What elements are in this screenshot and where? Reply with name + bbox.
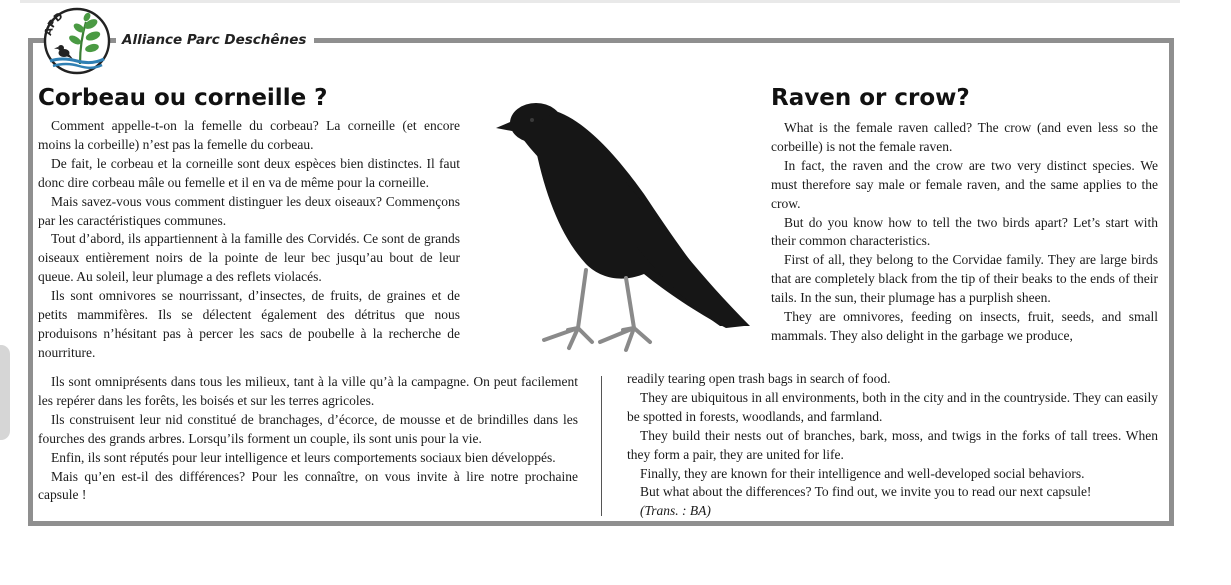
english-paragraph: readily tearing open trash bags in search of food.	[627, 371, 891, 386]
english-paragraph: In fact, the raven and the crow are two very distinct species. We must therefore say male or female raven, and the same applies to the crow.	[771, 157, 1158, 211]
organization-name: Alliance Parc Deschênes	[116, 32, 314, 48]
french-column-top	[38, 117, 460, 363]
english-paragraph: They are ubiquitous in all environments, both in the city and in the countryside. They can easily be spotted in forests, woodlands, and farmland.	[627, 389, 1158, 424]
english-paragraph: First of all, they belong to the Corvidae family. They are large birds that are completely black from the tip of their beaks to the ends of their tails. In the sun, their plumage has a purplish sheen.	[771, 252, 1158, 306]
english-paragraph: They build their nests out of branches, bark, moss, and twigs in the forks of tall trees. When they form a pair, they are united for life.	[627, 427, 1158, 462]
translator-credit: (Trans. : BA)	[640, 503, 711, 519]
page-edge-tab	[0, 345, 10, 440]
french-paragraph: Tout d’abord, ils appartiennent à la famille des Corvidés. Ce sont de grands oiseaux entièrement noirs de la pointe de leur bec jusqu’au bout de leur queue. Au soleil, leur plumage a des reflets violacés.	[38, 231, 460, 285]
french-column-bottom	[38, 373, 578, 505]
english-paragraph: They are omnivores, feeding on insects, fruit, seeds, and small mammals. They also delight in the garbage we produce,	[771, 309, 1158, 343]
logo-text: APD	[43, 10, 66, 37]
top-rule	[20, 0, 1180, 3]
french-paragraph: Comment appelle-t-on la femelle du corbeau? La corneille (et encore moins la corbeille) n’est pas la femelle du corbeau.	[38, 118, 460, 152]
french-paragraph: Enfin, ils sont réputés pour leur intelligence et leurs comportements sociaux bien développés.	[51, 449, 556, 465]
french-paragraph: Ils sont omniprésents dans tous les milieux, tant à la ville qu’à la campagne. On peut facilement les repérer dans les forêts, les boisés et sur les terres agricoles.	[38, 374, 578, 408]
english-paragraph: Finally, they are known for their intelligence and well-developed social behaviors.	[640, 465, 1085, 481]
column-divider	[601, 376, 602, 516]
english-paragraph: What is the female raven called? The crow (and even less so the corbeille) is not the female raven.	[771, 120, 1158, 154]
apd-logo	[42, 6, 112, 76]
french-paragraph: De fait, le corbeau et la corneille sont deux espèces bien distinctes. Il faut donc dire corbeau mâle ou femelle et il en va de même pour la corneille.	[38, 155, 460, 190]
english-column-bottom	[627, 370, 1158, 521]
french-paragraph: Ils sont omnivores se nourrissant, d’insectes, de fruits, de graines et de petits mammifères. Ils se délectent également des détritus que nous produisons n’hésitant pas à percer les sacs de poubelle à la recherche de nourriture.	[38, 288, 460, 360]
english-column-top	[771, 119, 1158, 346]
english-paragraph: But what about the differences? To find out, we invite you to read our next capsule!	[640, 484, 1092, 500]
french-paragraph: Mais savez-vous vous comment distinguer les deux oiseaux? Commençons par les caractéristiques communes.	[38, 193, 460, 228]
english-title: Raven or crow?	[771, 85, 970, 111]
french-title: Corbeau ou corneille ?	[38, 85, 328, 111]
crow-illustration	[474, 90, 764, 358]
french-paragraph: Ils construisent leur nid constitué de branchages, d’écorce, de mousse et de brindilles dans les fourches des grands arbres. Lorsqu’ils forment un couple, ils sont unis pour la vie.	[38, 411, 578, 446]
french-paragraph: Mais qu’en est-il des différences? Pour les connaître, on vous invite à lire notre prochaine capsule !	[38, 468, 578, 503]
english-paragraph: But do you know how to tell the two birds apart? Let’s start with their common characteristics.	[771, 214, 1158, 249]
